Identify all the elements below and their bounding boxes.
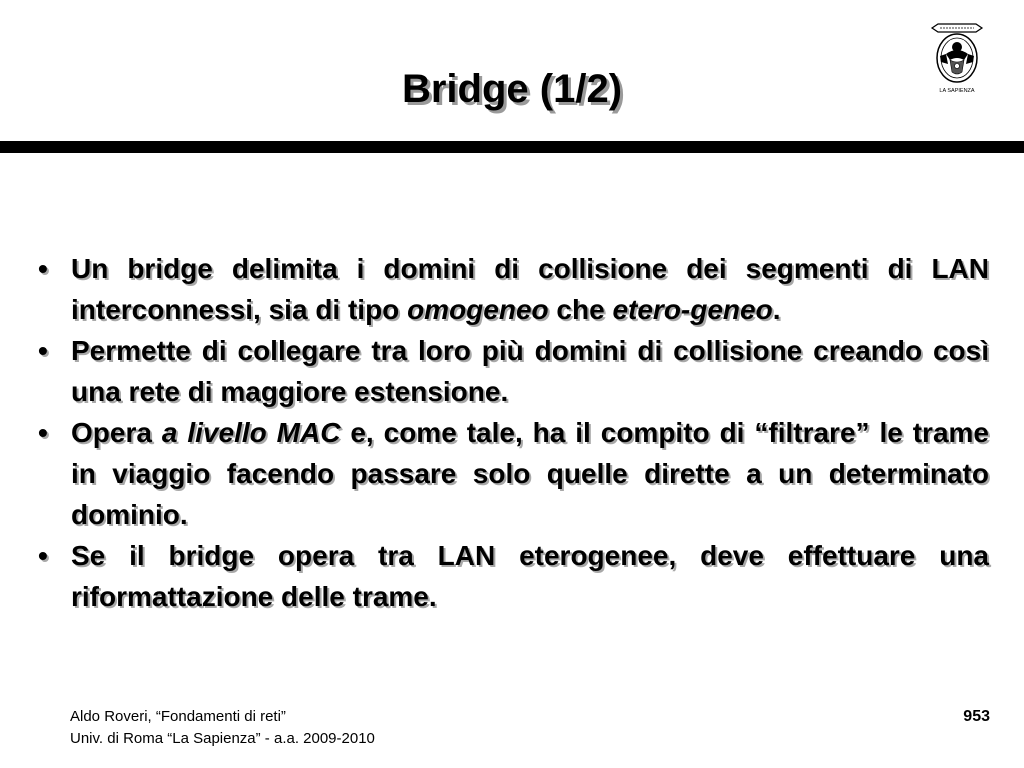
bullet-marker: • — [38, 253, 48, 284]
bullet-item — [36, 248, 989, 330]
bullet-list — [36, 248, 989, 617]
bullet-item — [36, 330, 989, 412]
bullet-text: Un bridge delimita i domini di collisione dei segmenti di LAN interconnessi, sia di tipo — [71, 253, 989, 325]
footer-university: Univ. di Roma “La Sapienza” - a.a. 2009-2010 — [70, 730, 375, 747]
bullet-marker: • — [38, 540, 48, 571]
bullet-text: e, come tale, ha il compito di “filtrare” le trame in viaggio facendo passare solo quelle dirette a un determinato dominio. — [71, 417, 989, 530]
emphasized-text: omogeneo — [407, 294, 549, 325]
bullet-text: che — [548, 294, 613, 325]
logo-caption: LA SAPIENZA — [939, 88, 975, 94]
university-seal-icon — [926, 20, 988, 100]
bullet-item — [36, 412, 989, 535]
emphasized-text: etero-geneo — [612, 294, 773, 325]
bullet-marker: • — [38, 417, 48, 448]
emphasized-text: a livello MAC — [161, 417, 341, 448]
slide-title: Bridge (1/2) — [401, 67, 623, 111]
bullet-text: Permette di collegare tra loro più domini di collisione creando così una rete di maggiore estensione. — [71, 335, 989, 407]
bullet-text: . — [772, 294, 781, 325]
footer-author: Aldo Roveri, “Fondamenti di reti” — [70, 708, 286, 725]
title-divider — [0, 141, 1024, 153]
page-number: 953 — [963, 708, 990, 725]
bullet-item — [36, 535, 989, 617]
bullet-text: Opera — [71, 417, 162, 448]
bullet-marker: • — [38, 335, 48, 366]
bullet-text: Se il bridge opera tra LAN eterogenee, deve effettuare una riformattazione delle trame. — [71, 540, 989, 612]
